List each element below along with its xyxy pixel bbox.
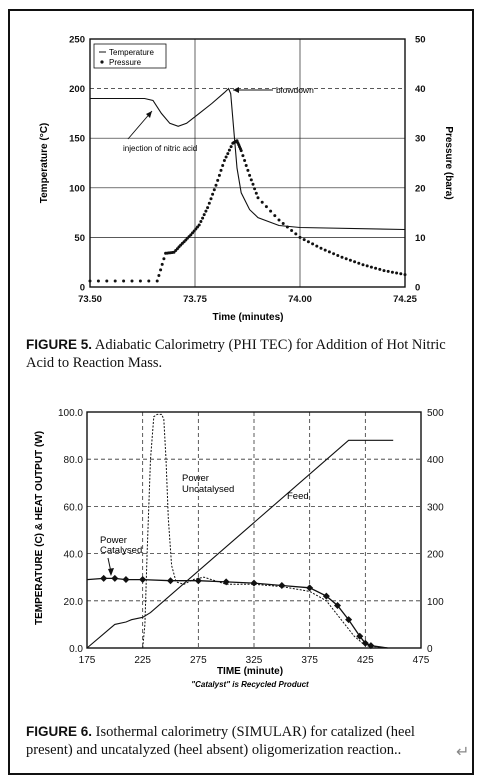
- figure-5-pressure-point: [349, 259, 352, 262]
- figure-5-y2-tick-label: 50: [415, 34, 426, 46]
- figure-5-pressure-point: [250, 178, 253, 181]
- figure-5-pressure-point: [147, 280, 150, 283]
- figure-6-catalysed-marker: [100, 575, 107, 582]
- figure-5-y-tick-label: 50: [74, 232, 85, 244]
- figure-5-pressure-point: [332, 252, 335, 255]
- figure-5-pressure-point: [252, 183, 255, 186]
- figure-6-caption: [26, 723, 456, 759]
- annotation-power-uncatalysed-1: Power: [182, 473, 209, 484]
- catalysed-arrowhead: [108, 568, 114, 576]
- figure-5-pressure-point: [131, 280, 134, 283]
- figure-5-y-axis-label: Temperature (°C): [39, 122, 50, 204]
- figure-5-pressure-point: [211, 193, 214, 196]
- figure-6-y-tick-label: 60.0: [63, 502, 83, 514]
- figure-6-y-tick-label: 100.0: [57, 408, 83, 419]
- figure-5-caption: [26, 336, 466, 372]
- figure-5-pressure-point: [307, 240, 310, 243]
- figure-5-pressure-point: [220, 169, 223, 172]
- figure-5-y-tick-label: 150: [69, 133, 85, 145]
- figure-5-pressure-point: [114, 280, 117, 283]
- annotation-blowdown: blowdown: [276, 85, 314, 95]
- legend-pressure-swatch: [100, 60, 103, 63]
- figure-5-y-tick-label: 200: [69, 84, 85, 96]
- figure-6-subtitle: "Catalyst" is Recycled Product: [191, 680, 309, 689]
- figure-5-y2-ticks: [415, 35, 426, 294]
- figure-5-pressure-point: [383, 269, 386, 272]
- figure-6-power-catalysed-line: [87, 578, 388, 648]
- figure-5-pressure-point: [328, 250, 331, 253]
- figure-5-pressure-point: [105, 280, 108, 283]
- figure-6-y-tick-label: 80.0: [63, 455, 83, 467]
- figure-5-pressure-point: [240, 149, 243, 152]
- figure-5-pressure-point: [218, 174, 221, 177]
- figure-5-pressure-point: [255, 192, 258, 195]
- figure-5-y2-tick-label: 0: [415, 282, 421, 294]
- figure-5-pressure-point: [357, 262, 360, 265]
- annotation-feed: Feed: [287, 491, 309, 502]
- figure-6-label: FIGURE 6.: [26, 724, 93, 739]
- figure-5-chart: [39, 35, 454, 324]
- figure-6-x-tick-label: 175: [78, 655, 96, 666]
- figure-5-pressure-point: [208, 202, 211, 205]
- figure-5-x-axis-label: Time (minutes): [212, 312, 284, 323]
- figure-5-pressure-point: [345, 257, 348, 260]
- figure-5-pressure-point: [315, 245, 318, 248]
- figure-5-pressure-point: [362, 263, 365, 266]
- figure-6-x-tick-label: 475: [412, 655, 430, 666]
- figure-5-pressure-point: [201, 217, 204, 220]
- figure-5-x-tick-label: 74.00: [288, 294, 312, 305]
- figure-5-pressure-point: [162, 257, 165, 260]
- figure-5-pressure-points: [89, 139, 407, 282]
- figure-5-pressure-point: [248, 174, 251, 177]
- figure-5-pressure-point: [226, 152, 229, 155]
- figure-5-pressure-point: [161, 263, 164, 266]
- figure-5-y2-axis-label: Pressure (bara): [443, 126, 454, 200]
- figure-6-chart: [34, 408, 444, 689]
- figure-6-y-axis-label: TEMPERATURE (C) & HEAT OUTPUT (W): [34, 430, 45, 626]
- figure-5-pressure-point: [294, 232, 297, 235]
- figure-5-x-tick-label: 73.75: [183, 294, 207, 305]
- figure-5-pressure-point: [241, 154, 244, 157]
- figure-5-pressure-point: [257, 196, 260, 199]
- figure-5-y2-tick-label: 30: [415, 133, 426, 145]
- figure-5-temperature-line: [90, 89, 405, 230]
- figure-5-y2-tick-label: 20: [415, 183, 426, 195]
- figure-5-pressure-point: [341, 256, 344, 259]
- figure-6-x-tick-label: 325: [245, 655, 263, 666]
- figure-6-y2-tick-label: 0: [427, 644, 433, 655]
- figure-6-y2-tick-label: 300: [427, 502, 444, 514]
- figure-6-y-tick-label: 40.0: [63, 549, 83, 561]
- figure-5-pressure-point: [230, 145, 233, 148]
- figure-5-pressure-point: [199, 220, 202, 223]
- figure-5-pressure-point: [89, 280, 92, 283]
- figure-5-pressure-point: [245, 164, 248, 167]
- figure-5-grid: [90, 39, 405, 287]
- legend-pressure-label: Pressure: [109, 58, 142, 67]
- annotation-power-catalysed-2: Catalysed: [100, 545, 143, 556]
- figure-6-catalysed-marker: [278, 582, 285, 589]
- figure-6-y2-tick-label: 200: [427, 549, 444, 561]
- figure-5-pressure-point: [223, 159, 226, 162]
- annotation-injection: injection of nitric acid: [123, 144, 198, 153]
- annotation-power-uncatalysed-2: Uncatalysed: [182, 484, 235, 495]
- figure-5-pressure-point: [320, 247, 323, 250]
- figure-5-plot-frame: [90, 39, 405, 287]
- figure-5-pressure-point: [139, 280, 142, 283]
- figure-6-x-axis-label: TIME (minute): [216, 666, 284, 677]
- figure-6-catalysed-marker: [251, 580, 258, 587]
- figure-5-pressure-point: [286, 226, 289, 229]
- figure-5-pressure-point: [159, 268, 162, 271]
- figure-5-pressure-point: [198, 224, 201, 227]
- figure-6-caption-text: Isothermal calorimetry (SIMULAR) for catalized (heel present) and uncatalyzed (heel absent) oligomerization reaction..: [26, 724, 415, 758]
- figure-5-y-ticks: [69, 35, 85, 294]
- figure-6-y2-tick-label: 100: [427, 596, 444, 608]
- figure-5-pressure-point: [282, 222, 285, 225]
- figure-5-pressure-point: [261, 201, 264, 204]
- figure-5-pressure-point: [374, 267, 377, 270]
- figure-6-y2-tick-label: 500: [427, 408, 444, 419]
- figure-5-pressure-point: [324, 249, 327, 252]
- figure-5-pressure-point: [122, 280, 125, 283]
- figure-6-catalysed-marker: [223, 578, 230, 585]
- figure-5-pressure-point: [204, 210, 207, 213]
- figure-6-x-tick-label: 275: [189, 655, 207, 666]
- figure-5-x-ticks: [78, 294, 417, 305]
- figure-5-pressure-point: [273, 214, 276, 217]
- figure-5-pressure-point: [404, 273, 407, 276]
- figure-6-catalysed-marker: [122, 576, 129, 583]
- figure-6-y-ticks: [58, 408, 83, 655]
- figure-5-pressure-point: [210, 197, 213, 200]
- figure-6-catalysed-markers: [100, 575, 374, 649]
- figure-6-y-tick-label: 0.0: [69, 644, 83, 655]
- figure-5-y-tick-label: 0: [79, 282, 85, 294]
- return-mark-icon: ↵: [456, 742, 470, 761]
- figure-5-x-tick-label: 73.50: [78, 294, 102, 305]
- figure-5-pressure-point: [311, 242, 314, 245]
- figure-5-pressure-point: [278, 219, 281, 222]
- figure-5-pressure-point: [290, 229, 293, 232]
- figure-5-pressure-point: [216, 179, 219, 182]
- figure-5-pressure-point: [399, 272, 402, 275]
- figure-5-pressure-point: [246, 169, 249, 172]
- figure-6-y-tick-label: 20.0: [63, 596, 83, 608]
- figure-5-pressure-point: [370, 266, 373, 269]
- figure-5-pressure-point: [378, 268, 381, 271]
- figure-5-pressure-point: [299, 236, 302, 239]
- figure-5-pressure-point: [213, 188, 216, 191]
- figure-5-y-tick-label: 100: [69, 183, 85, 195]
- blowdown-arrowhead: [233, 87, 239, 93]
- figure-5-label: FIGURE 5.: [26, 337, 93, 352]
- figure-5-pressure-point: [157, 274, 160, 277]
- figure-5-pressure-point: [243, 159, 246, 162]
- figure-6-catalysed-marker: [167, 577, 174, 584]
- figure-5-x-tick-label: 74.25: [393, 294, 417, 305]
- legend-temperature-label: Temperature: [109, 48, 154, 57]
- figure-5-pressure-point: [156, 280, 159, 283]
- figure-5-pressure-point: [269, 210, 272, 213]
- figure-5-pressure-point: [206, 206, 209, 209]
- figure-6-catalysed-marker: [139, 576, 146, 583]
- annotation-power-catalysed-1: Power: [100, 535, 127, 546]
- figure-5-y2-tick-label: 40: [415, 84, 426, 96]
- figure-5-pressure-point: [97, 280, 100, 283]
- figure-5-caption-text: Adiabatic Calorimetry (PHI TEC) for Addition of Hot Nitric Acid to Reaction Mass.: [26, 337, 446, 371]
- figure-5-pressure-point: [391, 271, 394, 274]
- figure-6-x-ticks: [79, 655, 430, 666]
- figure-6-y2-ticks: [427, 408, 444, 655]
- figure-5-pressure-point: [366, 264, 369, 267]
- figure-5-pressure-point: [265, 205, 268, 208]
- figure-6-x-tick-label: 225: [134, 655, 152, 666]
- figure-6-x-tick-label: 425: [356, 655, 374, 666]
- figure-6-catalysed-marker: [306, 584, 313, 591]
- figure-6-y2-tick-label: 400: [427, 455, 444, 467]
- figure-5-pressure-point: [253, 187, 256, 190]
- figure-5-pressure-point: [353, 260, 356, 263]
- figure-5-pressure-point: [336, 254, 339, 257]
- figure-5-pressure-point: [225, 156, 228, 159]
- figure-5-pressure-point: [228, 149, 231, 152]
- figure-5-pressure-point: [203, 213, 206, 216]
- figure-6-grid: [87, 412, 421, 648]
- figure-6-catalysed-marker: [111, 575, 118, 582]
- figure-5-pressure-point: [215, 184, 218, 187]
- figure-5-pressure-point: [395, 272, 398, 275]
- figure-6-x-tick-label: 375: [301, 655, 319, 666]
- figure-5-y-tick-label: 250: [69, 34, 85, 46]
- figure-5-pressure-point: [303, 238, 306, 241]
- figure-5-pressure-point: [221, 164, 224, 167]
- figure-5-pressure-point: [387, 270, 390, 273]
- figure-5-y2-tick-label: 10: [415, 232, 426, 244]
